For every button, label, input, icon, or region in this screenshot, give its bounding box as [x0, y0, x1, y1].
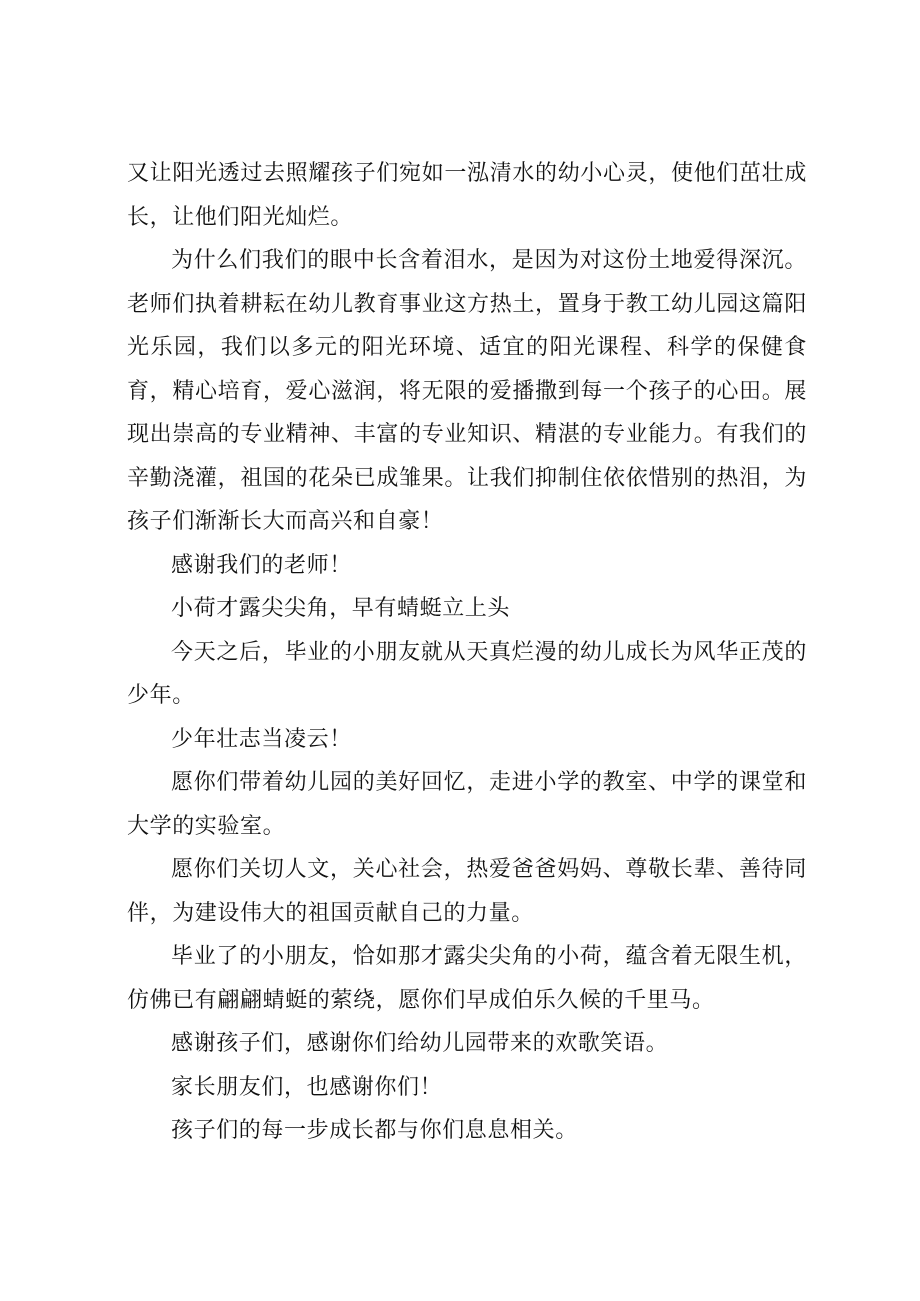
paragraph-continuation: 又让阳光透过去照耀孩子们宛如一泓清水的幼小心灵，使他们茁壮成长，让他们阳光灿烂。 [127, 161, 807, 230]
paragraph-graduation: 今天之后，毕业的小朋友就从天真烂漫的幼儿成长为风华正茂的少年。 [127, 639, 807, 708]
paragraph-thanks-parents: 家长朋友们，也感谢你们！ [171, 1074, 443, 1100]
paragraph-closing: 孩子们的每一步成长都与你们息息相关。 [171, 1118, 578, 1143]
paragraph-wish-school: 愿你们带着幼儿园的美好回忆，走进小学的教室、中学的课堂和大学的实验室。 [127, 770, 807, 839]
paragraph-wish-society: 愿你们关切人文，关心社会，热爱爸爸妈妈、尊敬长辈、善待同伴，为建设伟大的祖国贡献自己的力量。 [127, 857, 807, 926]
paragraph-teachers: 为什么们我们的眼中长含着泪水，是因为对这份土地爱得深沉。老师们执着耕耘在幼儿教育事业这方热土，置身于教工幼儿园这篇阳光乐园，我们以多元的阳光环境、适宜的阳光课程、科学的保健食育，精心培育，爱心滋润，将无限的爱播撒到每一个孩子的心田。展现出崇高的专业精神、丰富的专业知识、精湛的专业能力。有我们的辛勤浇灌，祖国的花朵已成雏果。让我们抑制住依依惜别的热泪，为孩子们渐渐长大而高兴和自豪！ [127, 248, 807, 534]
paragraph-thanks-teachers: 感谢我们的老师！ [171, 552, 352, 578]
paragraph-ambition: 少年壮志当凌云！ [171, 726, 352, 752]
paragraph-thanks-children: 感谢孩子们，感谢你们给幼儿园带来的欢歌笑语。 [171, 1031, 669, 1056]
document-page [127, 152, 807, 1153]
paragraph-little-lotus: 毕业了的小朋友，恰如那才露尖尖角的小荷，蕴含着无限生机，仿佛已有翩翩蜻蜓的萦绕，愿你们早成伯乐久候的千里马。 [127, 944, 807, 1013]
paragraph-poem-line: 小荷才露尖尖角，早有蜻蜓立上头 [171, 596, 511, 621]
